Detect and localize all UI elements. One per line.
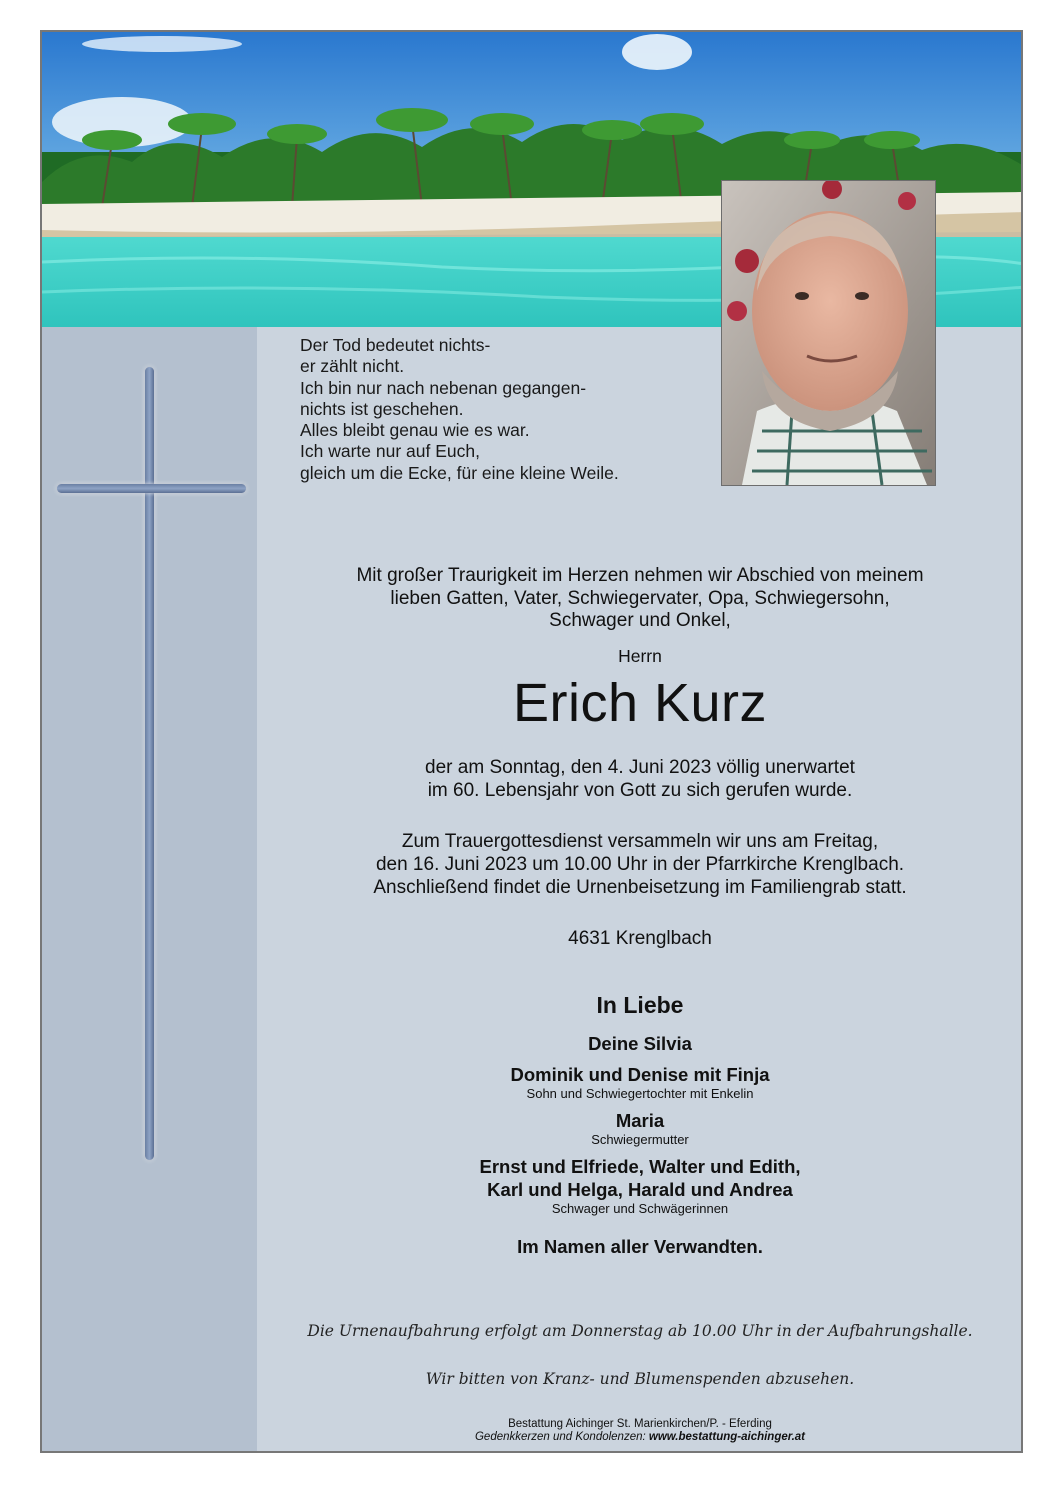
poem-line: Ich bin nur nach nebenan gegangen- bbox=[300, 377, 587, 398]
intro-text bbox=[304, 565, 976, 633]
death-notice-line: im 60. Lebensjahr von Gott zu sich gerufen wurde. bbox=[427, 780, 853, 801]
footer bbox=[304, 1418, 976, 1444]
viewing-note: Die Urnenaufbahrung erfolgt am Donnerstag ab 10.00 Uhr in der Aufbahrungshalle. bbox=[307, 1322, 973, 1340]
footer-funeral-home: Bestattung Aichinger St. Marienkirchen/P. - Eferding bbox=[508, 1418, 772, 1430]
service-notice bbox=[304, 830, 976, 899]
death-notice bbox=[304, 756, 976, 802]
portrait-photo bbox=[721, 180, 936, 486]
service-notice-line: Zum Trauergottesdienst versammeln wir uns am Freitag, bbox=[401, 831, 879, 852]
family-group bbox=[304, 1109, 976, 1147]
poem-line: Alles bleibt genau wie es war. bbox=[300, 420, 530, 441]
intro-line: Mit großer Traurigkeit im Herzen nehmen wir Abschied von meinem bbox=[356, 565, 924, 586]
poem-line: Der Tod bedeutet nichts- bbox=[300, 335, 491, 355]
service-notice-line: den 16. Juni 2023 um 10.00 Uhr in der Pfarrkirche Krenglbach. bbox=[375, 854, 905, 875]
family-closing: Im Namen aller Verwandten. bbox=[517, 1236, 763, 1257]
place: 4631 Krenglbach bbox=[568, 928, 712, 949]
family-names: Maria bbox=[615, 1110, 665, 1131]
family-group bbox=[304, 1032, 976, 1055]
family-names: Dominik und Denise mit Finja bbox=[510, 1064, 770, 1085]
poem bbox=[300, 335, 720, 484]
poem-line: Ich warte nur auf Euch, bbox=[300, 441, 480, 462]
family-names: Ernst und Elfriede, Walter und Edith, bbox=[479, 1156, 801, 1177]
family-relation: Sohn und Schwiegertochter mit Enkelin bbox=[526, 1086, 754, 1101]
salutation: Herrn bbox=[618, 646, 662, 666]
footer-condolence-line bbox=[304, 1431, 976, 1444]
footer-condolence-label: Gedenkkerzen und Kondolenzen: bbox=[474, 1431, 649, 1443]
cross-horizontal-beam bbox=[57, 484, 246, 493]
family-heading: In Liebe bbox=[596, 992, 684, 1018]
donation-note: Wir bitten von Kranz- und Blumenspenden abzusehen. bbox=[425, 1370, 855, 1388]
poem-line: gleich um die Ecke, für eine kleine Weile. bbox=[300, 462, 619, 483]
family-group bbox=[304, 1063, 976, 1101]
obituary-sheet bbox=[40, 30, 1023, 1453]
service-notice-line: Anschließend findet die Urnenbeisetzung im Familiengrab statt. bbox=[373, 877, 907, 898]
intro-line: lieben Gatten, Vater, Schwiegervater, Opa, Schwiegersohn, bbox=[390, 587, 890, 609]
family-relation: Schwager und Schwägerinnen bbox=[551, 1201, 729, 1216]
poem-line: nichts ist geschehen. bbox=[300, 398, 464, 419]
deceased-name: Erich Kurz bbox=[512, 673, 768, 733]
family-names: Karl und Helga, Harald und Andrea bbox=[487, 1179, 793, 1200]
death-notice-line: der am Sonntag, den 4. Juni 2023 völlig unerwartet bbox=[425, 757, 855, 778]
poem-line: er zählt nicht. bbox=[300, 356, 405, 377]
family-list bbox=[304, 992, 976, 1258]
family-relation: Schwiegermutter bbox=[591, 1132, 689, 1147]
family-names: Deine Silvia bbox=[588, 1033, 692, 1054]
footer-website-link[interactable]: www.bestattung-aichinger.at bbox=[648, 1431, 806, 1443]
intro-line: Schwager und Onkel, bbox=[549, 610, 731, 631]
family-group bbox=[304, 1155, 976, 1216]
